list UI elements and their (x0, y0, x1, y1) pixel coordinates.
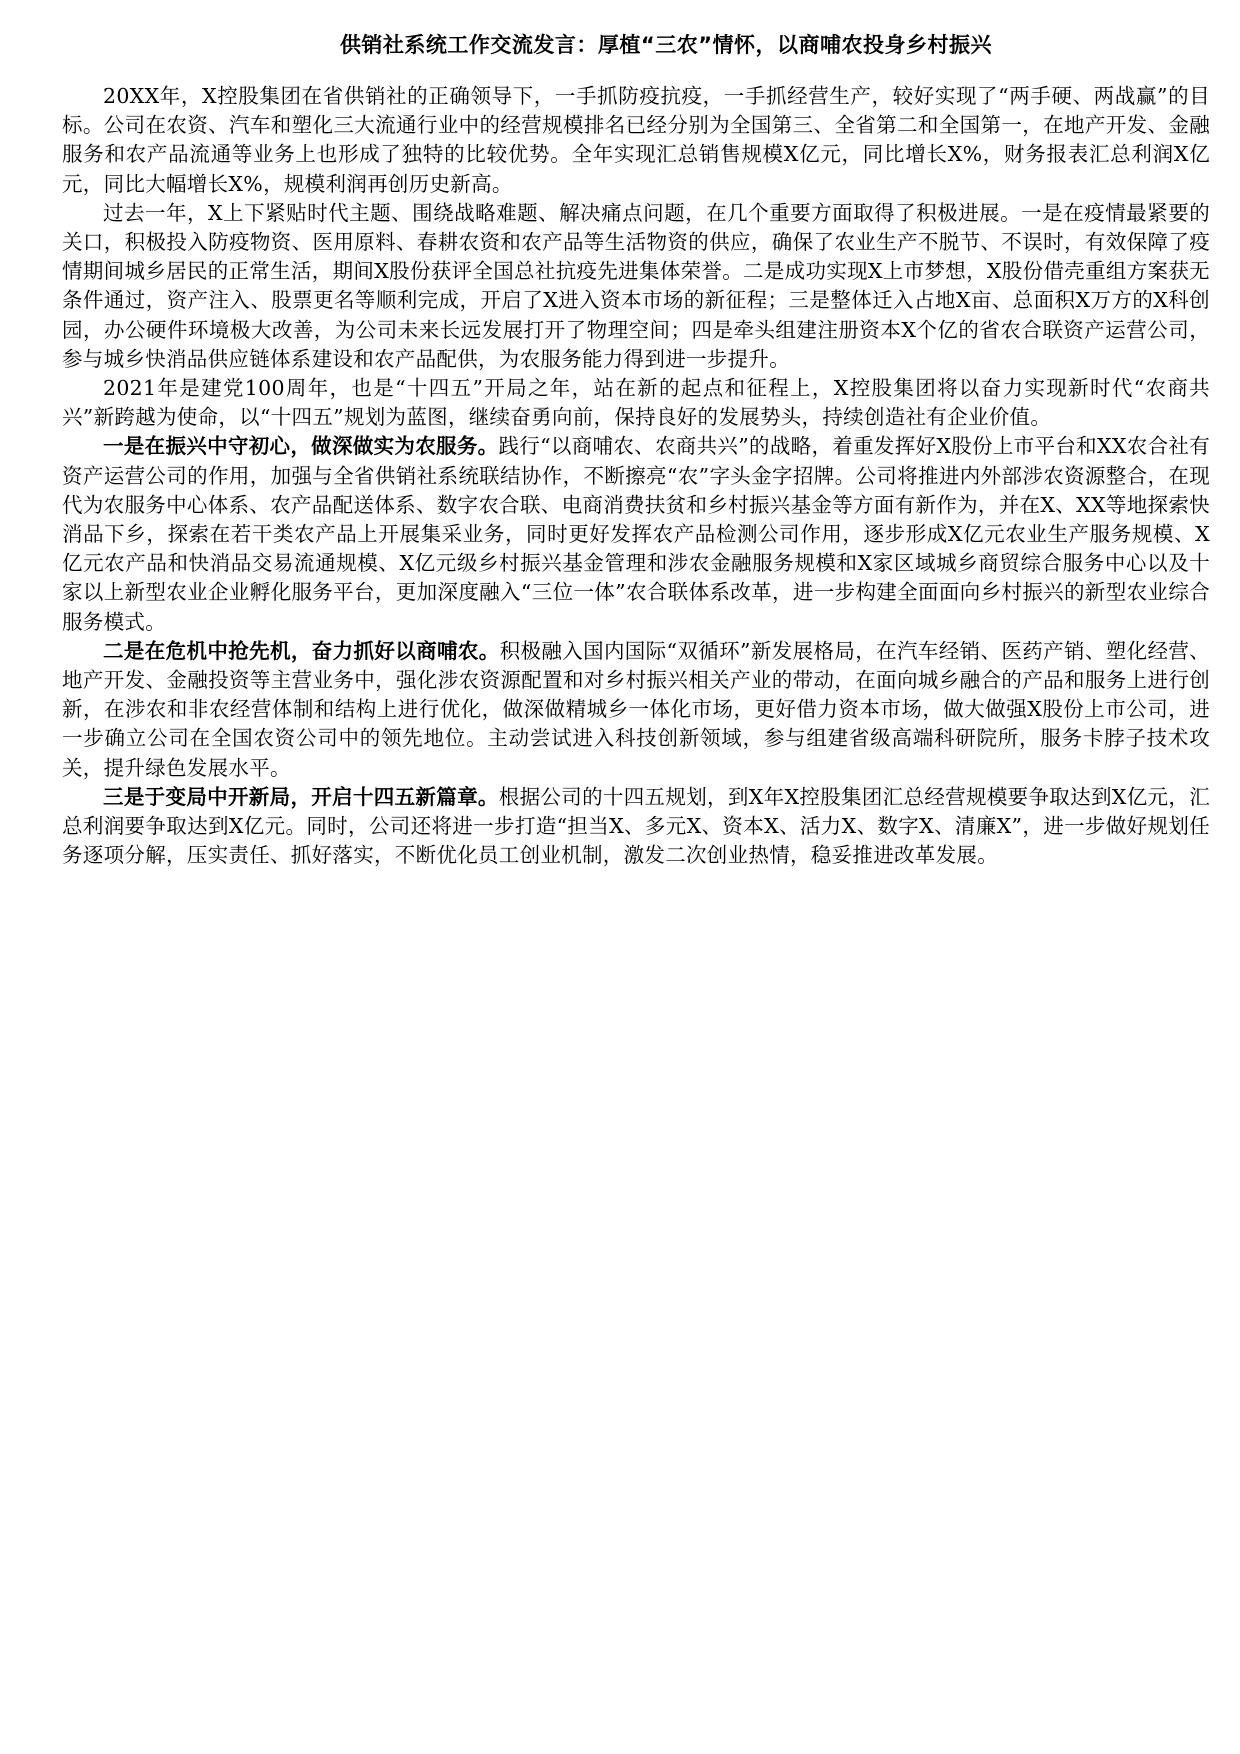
paragraph-text: 20XX年，X控股集团在省供销社的正确领导下，一手抓防疫抗疫，一手抓经营生产，较好实现了“两手硬、两战赢”的目标。公司在农资、汽车和塑化三大流通行业中的经营规模排名已经分别为全国第三、全省第二和全国第一，在地产开发、金融服务和农产品流通等业务上也形成了独特的比较优势。全年实现汇总销售规模X亿元，同比增长X%，财务报表汇总利润X亿元，同比大幅增长X%，规模利润再创历史新高。 (62, 84, 1210, 196)
paragraph-text: 践行“以商哺农、农商共兴”的战略，着重发挥好X股份上市平台和XX农合社有资产运营公司的作用，加强与全省供销社系统联结协作，不断擦亮“农”字头金字招牌。公司将推进内外部涉农资源整合，在现代为农服务中心体系、农产品配送体系、数字农合联、电商消费扶贫和乡村振兴基金等方面有新作为，并在X、XX等地探索快消品下乡，探索在若干类农产品上开展集采业务，同时更好发挥农产品检测公司作用，逐步形成X亿元农业生产服务规模、X亿元农产品和快消品交易流通规模、X亿元级乡村振兴基金管理和涉农金融服务规模和X家区域城乡商贸综合服务中心以及十家以上新型农业企业孵化服务平台，更加深度融入“三位一体”农合联体系改革，进一步构建全面面向乡村振兴的新型农业综合服务模式。 (62, 434, 1210, 634)
document-page (62, 30, 1210, 870)
paragraph-text: 积极融入国内国际“双循环”新发展格局，在汽车经销、医药产销、塑化经营、地产开发、金融投资等主营业务中，强化涉农资源配置和对乡村振兴相关产业的带动，在面向城乡融合的产品和服务上进行创新，在涉农和非农经营体制和结构上进行优化，做深做精城乡一体化市场，更好借力资本市场，做大做强X股份上市公司，进一步确立公司在全国农资公司中的领先地位。主动尝试进入科技创新领域，参与组建省级高端科研院所，服务卡脖子技术攻关，提升绿色发展水平。 (62, 638, 1210, 780)
paragraph-text: 根据公司的十四五规划，到X年X控股集团汇总经营规模要争取达到X亿元，汇总利润要争取达到X亿元。同时，公司还将进一步打造“担当X、多元X、资本X、活力X、数字X、清廉X”，进一步做好规划任务逐项分解，压实责任、抓好落实，不断优化员工创业机制，激发二次创业热情，稳妥推进改革发展。 (62, 784, 1211, 868)
document-title: 供销社系统工作交流发言：厚植“三农”情怀，以商哺农投身乡村振兴 (339, 33, 993, 57)
paragraph-lead-heading: 三是于变局中开新局，开启十四五新篇章。 (103, 784, 499, 809)
paragraph-text: 过去一年，X上下紧贴时代主题、围绕战略难题、解决痛点问题，在几个重要方面取得了积极进展。一是在疫情最紧要的关口，积极投入防疫物资、医用原料、春耕农资和农产品等生活物资的供应，确保了农业生产不脱节、不误时，有效保障了疫情期间城乡居民的正常生活，期间X股份获评全国总社抗疫先进集体荣誉。二是成功实现X上市梦想，X股份借壳重组方案获无条件通过，资产注入、股票更名等顺利完成，开启了X进入资本市场的新征程；三是整体迁入占地X亩、总面积X万方的X科创园，办公硬件环境极大改善，为公司未来长远发展打开了物理空间；四是牵头组建注册资本X个亿的省农合联资产运营公司，参与城乡快消品供应链体系建设和农产品配供，为农服务能力得到进一步提升。 (62, 200, 1210, 371)
paragraph-progress (62, 199, 1210, 374)
paragraph-point-one (62, 432, 1210, 636)
paragraph-outlook (62, 374, 1210, 432)
paragraph-text: 2021年是建党100周年，也是“十四五”开局之年，站在新的起点和征程上，X控股集团将以奋力实现新时代“农商共兴”新跨越为使命，以“十四五”规划为蓝图，继续奋勇向前，保持良好的发展势头，持续创造社有企业价值。 (62, 376, 1210, 430)
paragraph-summary (62, 82, 1210, 199)
paragraph-point-two (62, 637, 1210, 783)
paragraph-lead-heading: 一是在振兴中守初心，做深做实为农服务。 (103, 434, 499, 459)
paragraph-lead-heading: 二是在危机中抢先机，奋力抓好以商哺农。 (103, 638, 500, 663)
paragraph-point-three (62, 783, 1210, 871)
